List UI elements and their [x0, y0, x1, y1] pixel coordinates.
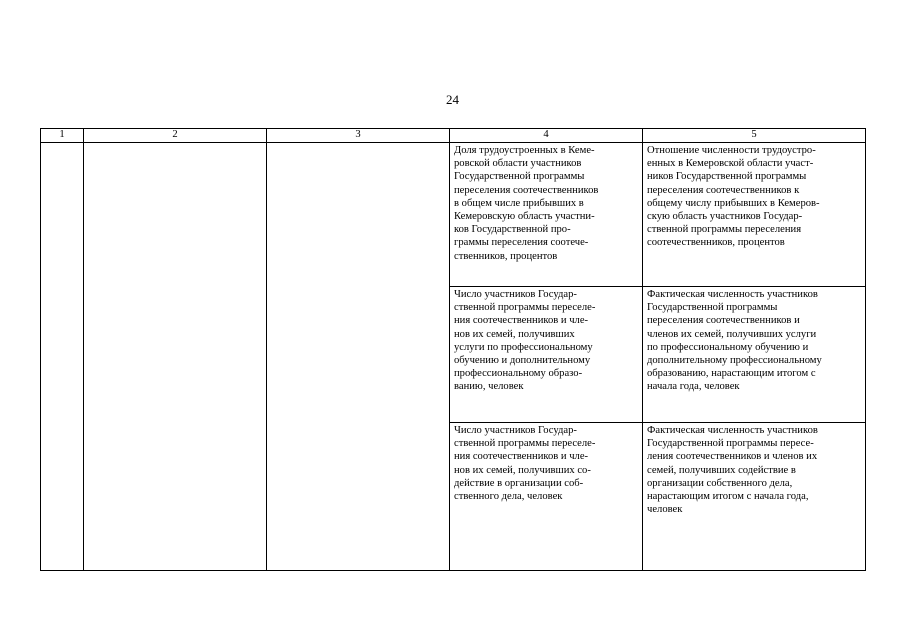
cell-line: ственного дела, человек [454, 491, 563, 503]
cell-line: Доля трудоустроенных в Кеме- [454, 145, 595, 156]
column-header-1: 1 [41, 129, 84, 143]
cell-line: человек [647, 504, 683, 516]
column-header-4: 4 [450, 129, 643, 143]
cell-line: переселения соотечественников [454, 184, 599, 196]
table-cell-indicator [450, 287, 643, 423]
cell-line: образованию, нарастающим итогом с [647, 368, 816, 380]
table-cell-method [643, 287, 866, 423]
indicators-table [40, 128, 866, 571]
table-cell-method [643, 143, 866, 287]
cell-line: ванию, человек [454, 381, 524, 393]
cell-line: общему числу прибывших в Кемеров- [647, 197, 820, 209]
cell-line: Фактическая численность участников [647, 289, 818, 300]
cell-line: семей, получивших содействие в [647, 464, 796, 476]
cell-line: ственной программы переселе- [454, 302, 596, 314]
cell-line: членов их семей, получивших услуги [647, 328, 817, 340]
column-header-2: 2 [84, 129, 267, 143]
cell-line: ников Государственной программы [647, 171, 807, 183]
cell-line: начала года, человек [647, 381, 740, 393]
table-header-row [41, 129, 866, 143]
column-header-3: 3 [267, 129, 450, 143]
cell-line: нарастающим итогом с начала года, [647, 491, 809, 503]
cell-line: Государственной программы [647, 302, 778, 314]
table-cell-indicator [450, 423, 643, 571]
cell-line: граммы переселения соотече- [454, 237, 589, 249]
table-cell-col3 [267, 143, 450, 571]
table-cell-col1 [41, 143, 84, 571]
table-row [41, 143, 866, 287]
cell-line: Государственной программы пересе- [647, 438, 814, 450]
cell-line: ления соотечественников и членов их [647, 451, 818, 463]
cell-line: ровской области участников [454, 158, 582, 170]
cell-line: ния соотечественников и чле- [454, 315, 589, 327]
cell-line: в общем числе прибывших в [454, 197, 584, 209]
cell-line: услуги по профессиональному [454, 341, 593, 353]
cell-line: соотечественников, процентов [647, 237, 785, 249]
column-header-5: 5 [643, 129, 866, 143]
table-cell-method [643, 423, 866, 571]
cell-line: нов их семей, получивших [454, 328, 575, 340]
cell-line: организации собственного дела, [647, 477, 793, 489]
cell-line: действие в организации соб- [454, 477, 584, 489]
cell-line: Число участников Государ- [454, 289, 577, 300]
cell-line: Кемеровскую область участни- [454, 211, 595, 223]
cell-line: профессиональному образо- [454, 368, 583, 380]
cell-line: дополнительному профессиональному [647, 355, 822, 367]
cell-line: переселения соотечественников к [647, 184, 800, 196]
cell-line: ния соотечественников и чле- [454, 451, 589, 463]
page-number: 24 [446, 92, 459, 107]
cell-line: ков Государственной про- [454, 224, 571, 236]
table-cell-col2 [84, 143, 267, 571]
cell-line: ственников, процентов [454, 250, 558, 262]
cell-line: переселения соотечественников и [647, 315, 800, 327]
cell-line: Фактическая численность участников [647, 425, 818, 436]
cell-line: Число участников Государ- [454, 425, 577, 436]
table-cell-indicator [450, 143, 643, 287]
cell-line: Отношение численности трудоустро- [647, 145, 816, 156]
cell-line: по профессиональному обучению и [647, 341, 809, 353]
cell-line: енных в Кемеровской области участ- [647, 158, 814, 170]
cell-line: ственной программы переселения [647, 224, 802, 236]
cell-line: нов их семей, получивших со- [454, 464, 591, 476]
cell-line: Государственной программы [454, 171, 585, 183]
cell-line: скую область участников Государ- [647, 211, 803, 223]
cell-line: ственной программы переселе- [454, 438, 596, 450]
cell-line: обучению и дополнительному [454, 355, 591, 367]
